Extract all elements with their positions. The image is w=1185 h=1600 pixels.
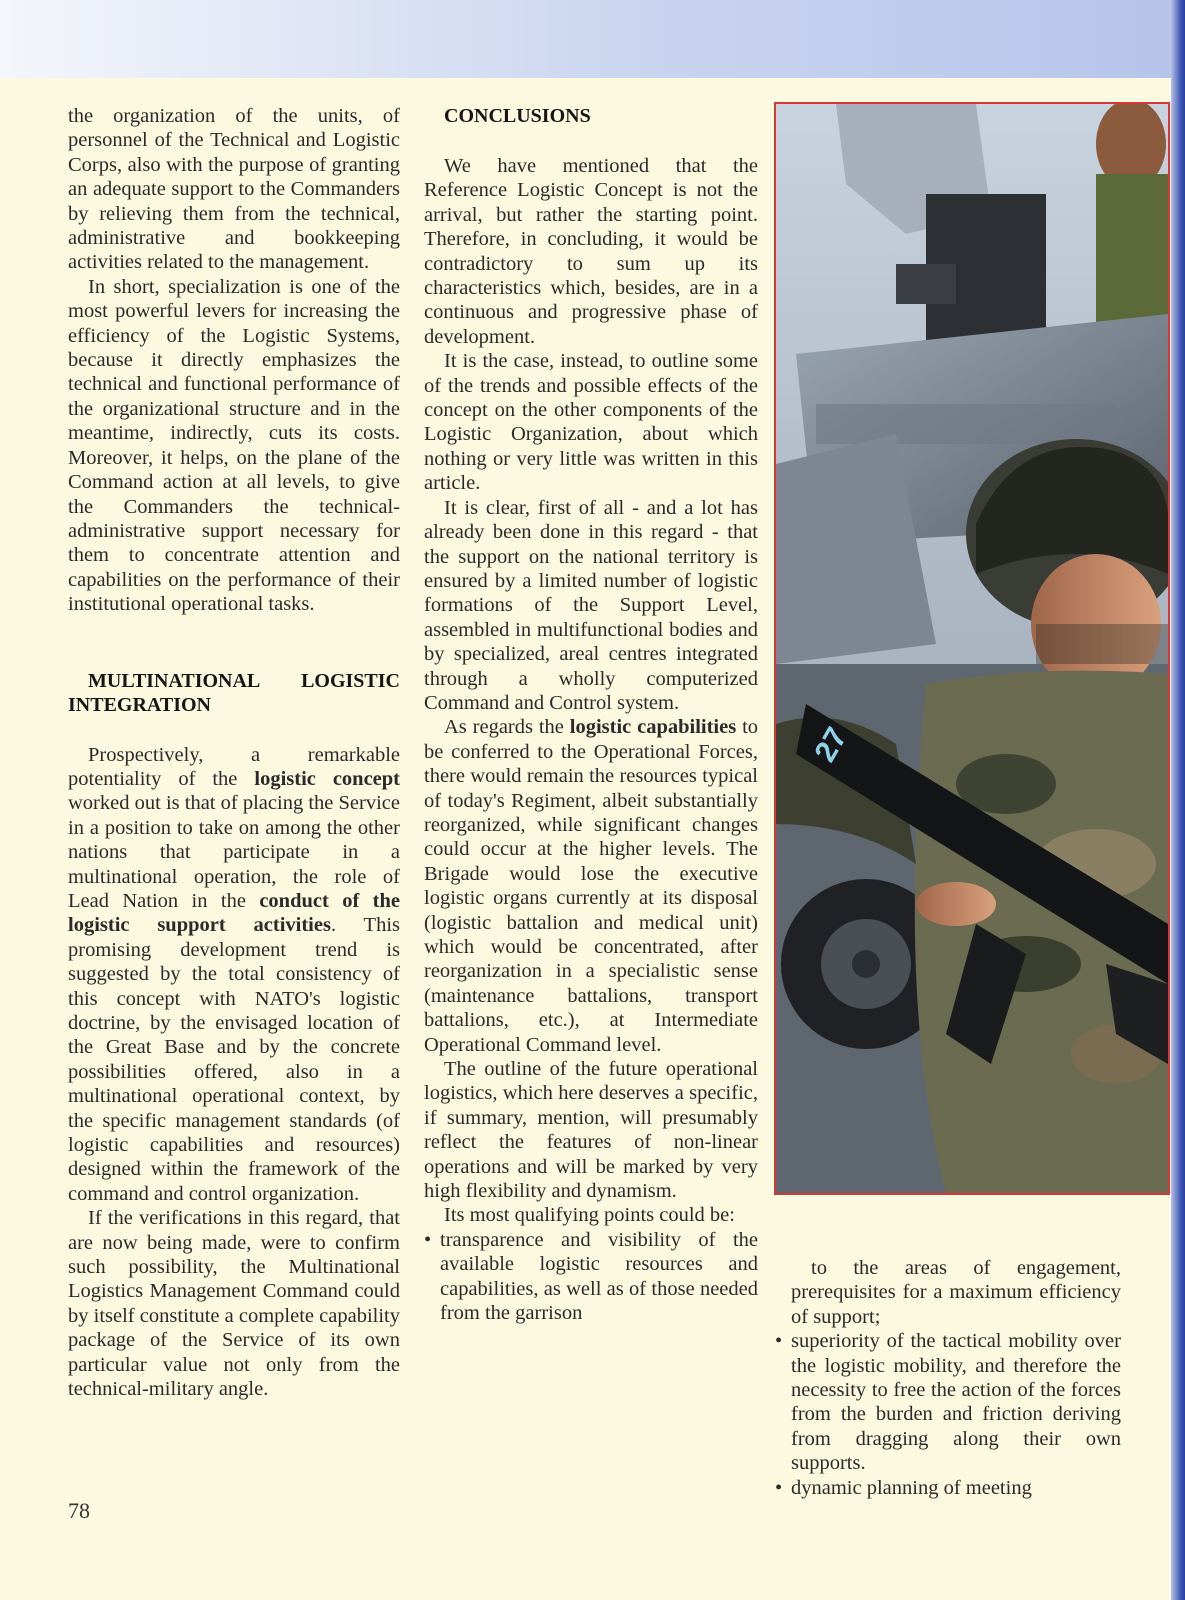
bullet-list: [424, 1228, 758, 1326]
paragraph: We have mentioned that the Reference Logistic Concept is not the arrival, but rather the starting point. Therefore, in concluding, it would be contradictory to sum up its characteristics which, besides, are in a continuous and progressive phase of development.: [424, 155, 758, 348]
paragraph: Prospectively, a remarkable potentiality of the logistic concept worked out is that of placing the Service in a position to take on among the other nations that participate in a multinational operation, the role of Lead Nation in the conduct of the logistic support activities. This promising development trend is suggested by the total consistency of this concept with NATO's logistic doctrine, by the envisaged location of the Great Base and by the concrete possibilities offered, also in a multinational operational context, by the specific management standards (of logistic capabilities and resources) designed within the framework of the command and control organization.: [68, 743, 400, 1205]
paragraph: If the verifications in this regard, that are now being made, were to confirm such possibility, the Multinational Logistics Management Command could by itself constitute a complete capability package of the Service of its own particular value not only from the technical-military angle.: [68, 1207, 400, 1401]
paragraph: the organization of the units, of personnel of the Technical and Logistic Corps, also with the purpose of granting an adequate support to the Commanders by relieving them from the technical, administrative and bookkeeping activities related to the management.: [68, 105, 400, 274]
section-heading-multinational: MULTINATIONAL LOGISTIC INTEGRATION: [68, 669, 400, 716]
column-middle: [424, 104, 758, 1326]
column-right: [791, 1256, 1121, 1500]
paragraph: It is clear, first of all - and a lot has already been done in this regard - that the support on the national territory is ensured by a limited number of logistic formations of the Support Level, assembled in multifunctional bodies and by specialized, areal centres integrated through a wholly computerized Command and Control system.: [424, 496, 758, 714]
paragraph: It is the case, instead, to outline some of the trends and possible effects of the concept on the other components of the Logistic Organization, about which nothing or very little was written in this article.: [424, 350, 758, 495]
soldier-photo: [774, 102, 1170, 1195]
paragraph: Its most qualifying points could be:: [444, 1204, 735, 1227]
helmet-number: 27: [808, 722, 854, 768]
top-color-band: [0, 0, 1185, 78]
paragraph: The outline of the future operational logistics, which here deserves a specific, if summary, mention, will presumably reflect the features of non-linear operations and will be marked by very high flexibility and dynamism.: [424, 1058, 758, 1203]
paragraph-continued: to the areas of engagement, prerequisites for a maximum efficiency of support;: [791, 1257, 1121, 1328]
list-item: • dynamic planning of meeting: [775, 1476, 1121, 1500]
page-number: 78: [68, 1498, 90, 1523]
paragraph: In short, specialization is one of the most powerful levers for increasing the efficiency of the Logistic Systems, because it directly emphasizes the technical and functional performance of the organizational structure and in the meantime, indirectly, cuts its costs. Moreover, it helps, on the plane of the Command action at all levels, to give the Commanders the technical-administrative support necessary for them to concentrate attention and capabilities on the performance of their institutional operational tasks.: [68, 275, 400, 616]
paragraph: As regards the logistic capabilities to be conferred to the Operational Forces, there would remain the resources typical of today's Regiment, albeit substantially reorganized, while significant changes could occur at the higher levels. The Brigade would lose the executive logistic organs currently at its disposal (logistic battalion and medical unit) which would be concentrated, after reorganization in a specialistic sense (maintenance battalions, transport battalions, etc.), at Intermediate Operational Command level.: [424, 716, 759, 1056]
section-heading-conclusions: CONCLUSIONS: [444, 105, 591, 127]
column-left: [68, 104, 400, 1402]
bullet-list: [775, 1329, 1121, 1500]
list-item: • transparence and visibility of the available logistic resources and capabilities, as well as of those needed from the garrison: [424, 1228, 758, 1326]
list-item: • superiority of the tactical mobility over the logistic mobility, and therefore the necessity to free the action of the forces from the burden and friction deriving from dragging along their own supports.: [775, 1329, 1121, 1475]
page-edge-strip: [1171, 0, 1185, 1600]
